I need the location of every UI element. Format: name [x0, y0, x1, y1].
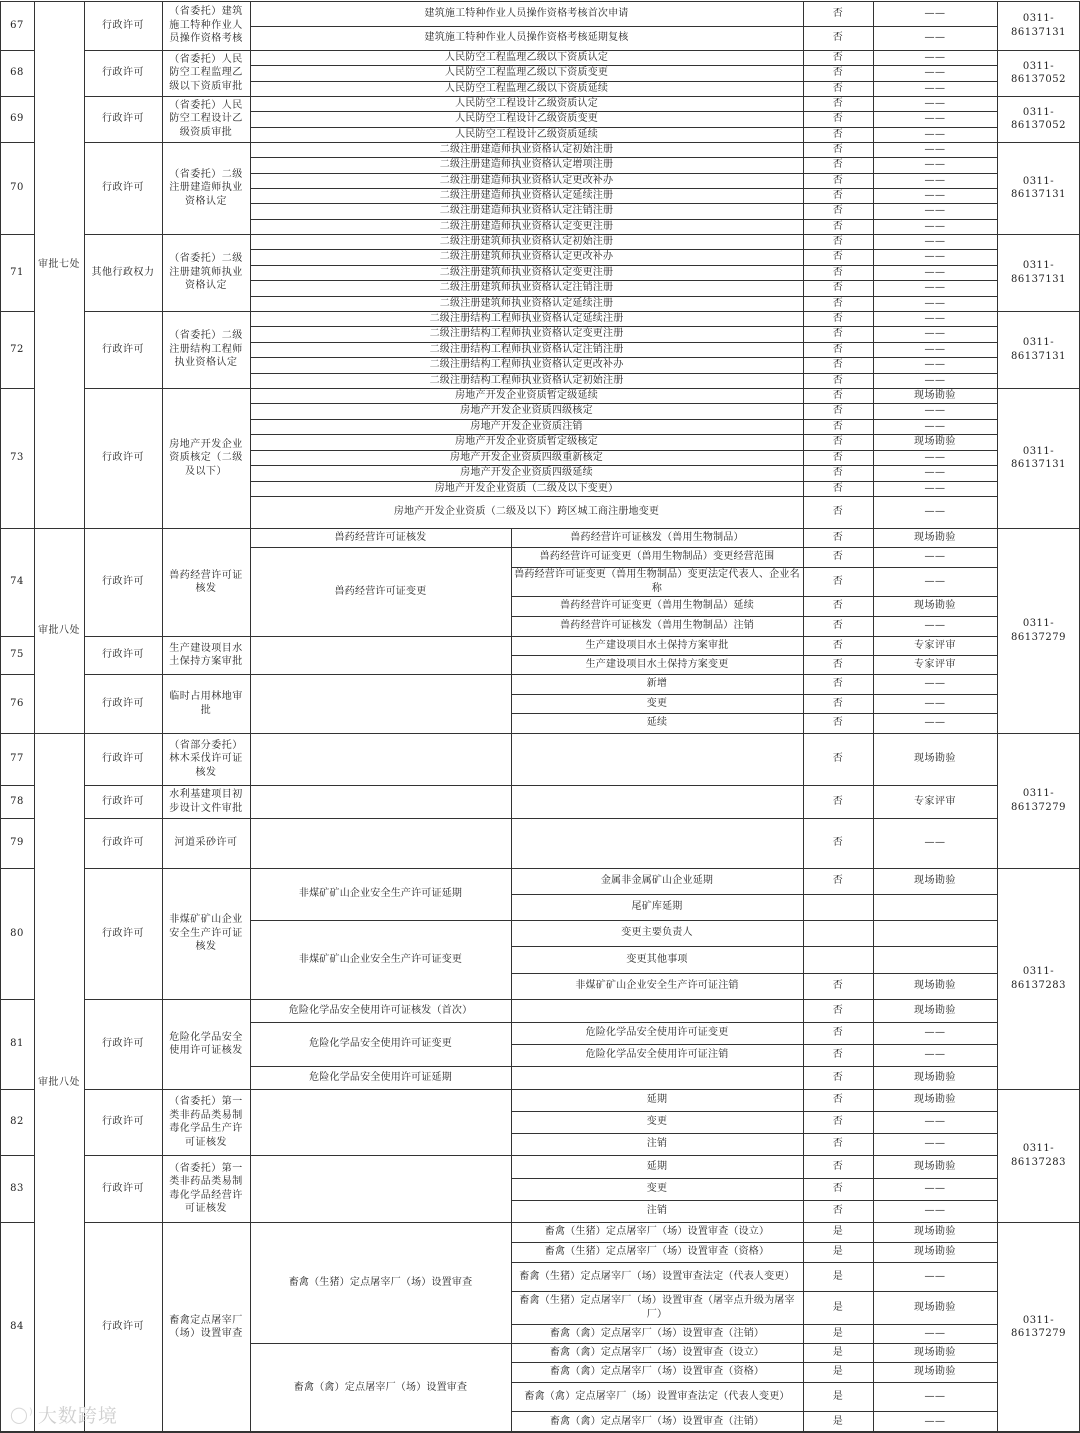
- sub-item: 房地产开发企业资质暂定级延续: [455, 389, 598, 401]
- online-flag: 否: [832, 420, 844, 432]
- item-type: 行政许可: [102, 1182, 144, 1194]
- sub-item-detail: 金属非金属矿山企业延期: [600, 875, 714, 887]
- online-flag: 否: [832, 32, 844, 44]
- remark-cell: 现场勘验: [914, 1346, 956, 1358]
- sub-item: 二级注册建造师执业资格认定延续注册: [439, 189, 614, 201]
- item-type: 行政许可: [102, 927, 144, 939]
- phone-cell: 0311-86137131: [1011, 13, 1066, 38]
- remark-cell: ——: [924, 451, 946, 463]
- item-type: 行政许可: [102, 67, 144, 79]
- sub-item-detail: 危险化学品安全使用许可证变更: [585, 1027, 729, 1039]
- item-name: （省委托）二级注册建造师执业资格认定: [169, 168, 243, 207]
- remark-cell: ——: [924, 620, 946, 632]
- sub-item-detail: 畜禽（禽）定点屠宰厂（场）设置审查（设立）: [549, 1346, 765, 1358]
- online-flag: 否: [832, 1116, 844, 1128]
- sub-item: 二级注册结构工程师执业资格认定变更注册: [429, 328, 624, 340]
- sub-item-detail: 兽药经营许可证核发（兽用生物制品）: [570, 531, 744, 543]
- dept-cell: 审批八处: [38, 624, 80, 636]
- sub-item: 非煤矿矿山企业安全生产许可证延期: [298, 888, 463, 900]
- online-flag: 否: [832, 531, 844, 543]
- remark-cell: 现场勘验: [914, 1071, 956, 1083]
- sub-item: 人民防空工程设计乙级资质认定: [455, 97, 598, 109]
- sub-item-detail: 兽药经营许可证核发（兽用生物制品）注销: [560, 620, 754, 632]
- sub-item-detail: 畜禽（禽）定点屠宰厂（场）设置审查法定（代表人变更）: [524, 1390, 790, 1402]
- sub-item-detail: 延期: [646, 1094, 668, 1106]
- sub-item: 二级注册建造师执业资格认定变更注册: [439, 220, 614, 232]
- online-flag: 否: [832, 753, 844, 765]
- remark-cell: ——: [924, 374, 946, 386]
- item-type: 其他行政权力: [91, 266, 155, 278]
- remark-cell: 现场勘验: [914, 1094, 956, 1106]
- item-number: 74: [10, 576, 24, 588]
- online-flag: 是: [832, 1327, 844, 1339]
- remark-cell: ——: [924, 97, 946, 109]
- online-flag: 否: [832, 282, 844, 294]
- item-number: 72: [10, 343, 24, 355]
- remark-cell: ——: [924, 420, 946, 432]
- remark-cell: ——: [924, 837, 946, 849]
- sub-item-detail: 兽药经营许可证变更（兽用生物制品）变更经营范围: [539, 551, 775, 563]
- online-flag: 否: [832, 1049, 844, 1061]
- sub-item-detail: 兽药经营许可证变更（兽用生物制品）延续: [560, 600, 754, 612]
- phone-cell: 0311-86137131: [1011, 337, 1066, 362]
- sub-item-detail: 注销: [646, 1205, 668, 1217]
- remark-cell: 现场勘验: [914, 389, 956, 401]
- sub-item: 畜禽（禽）定点屠宰厂（场）设置审查: [293, 1381, 468, 1393]
- sub-item: 房地产开发企业资质暂定级核定: [455, 436, 598, 448]
- dept-cell: 审批七处: [38, 258, 80, 270]
- remark-cell: ——: [924, 7, 946, 19]
- phone-cell: 0311-86137279: [1011, 1314, 1066, 1339]
- item-name: （省委托）二级注册建筑师执业资格认定: [169, 253, 243, 292]
- sub-item: 二级注册建筑师执业资格认定变更注册: [439, 266, 614, 278]
- sub-item: 二级注册建造师执业资格认定初始注册: [439, 143, 614, 155]
- item-number: 83: [10, 1182, 24, 1194]
- online-flag: 否: [832, 795, 844, 807]
- item-number: 79: [10, 837, 24, 849]
- item-name: （省委托）第一类非药品类易制毒化学品经营许可证核发: [169, 1162, 243, 1214]
- online-flag: 否: [832, 482, 844, 494]
- sub-item: 二级注册建造师执业资格认定增项注册: [439, 159, 614, 171]
- item-number: 70: [10, 182, 24, 194]
- sub-item-detail: 尾矿库延期: [631, 901, 683, 913]
- remark-cell: ——: [924, 1049, 946, 1061]
- online-flag: 否: [832, 51, 844, 63]
- item-type: 行政许可: [102, 837, 144, 849]
- sub-item: 危险化学品安全使用许可证变更: [309, 1038, 452, 1050]
- remark-cell: ——: [924, 343, 946, 355]
- online-flag: 否: [832, 159, 844, 171]
- online-flag: 否: [832, 266, 844, 278]
- sub-item-detail: 畜禽（禽）定点屠宰厂（场）设置审查（注销）: [549, 1415, 765, 1427]
- online-flag: 否: [832, 67, 844, 79]
- online-flag: 否: [832, 1094, 844, 1106]
- sub-item: 房地产开发企业资质（二级及以下）跨区城工商注册地变更: [393, 506, 660, 518]
- online-flag: 否: [832, 1183, 844, 1195]
- online-flag: 否: [832, 97, 844, 109]
- remark-cell: ——: [924, 312, 946, 324]
- phone-cell: 0311-86137131: [1011, 445, 1066, 470]
- remark-cell: ——: [924, 405, 946, 417]
- sub-item-detail: 生产建设项目水土保持方案审批: [585, 639, 729, 651]
- item-name: 非煤矿矿山企业安全生产许可证核发: [169, 914, 243, 953]
- phone-cell: 0311-86137052: [1011, 60, 1066, 85]
- item-number: 80: [10, 927, 24, 939]
- remark-cell: ——: [924, 482, 946, 494]
- chat-bubble-icon: ◯⁾: [10, 1405, 34, 1424]
- remark-cell: ——: [924, 1183, 946, 1195]
- online-flag: 是: [832, 1226, 844, 1238]
- item-type: 行政许可: [102, 576, 144, 588]
- remark-cell: ——: [924, 1205, 946, 1217]
- remark-cell: ——: [924, 1138, 946, 1150]
- phone-cell: 0311-86137283: [1011, 966, 1066, 991]
- online-flag: 否: [832, 1138, 844, 1150]
- phone-cell: 0311-86137283: [1011, 1143, 1066, 1168]
- sub-item: 房地产开发企业资质四级延续: [460, 467, 593, 479]
- online-flag: 否: [832, 1205, 844, 1217]
- item-name: （省部分委托）林木采伐许可证核发: [169, 739, 243, 778]
- sub-item: 人民防空工程监理乙级以下资质变更: [444, 67, 609, 79]
- sub-item: 危险化学品安全使用许可证延期: [309, 1071, 452, 1083]
- remark-cell: 现场勘验: [914, 531, 956, 543]
- item-number: 82: [10, 1116, 24, 1128]
- remark-cell: 现场勘验: [914, 436, 956, 448]
- sub-item: 二级注册建造师执业资格认定更改补办: [439, 174, 614, 186]
- online-flag: 否: [832, 697, 844, 709]
- online-flag: 是: [832, 1270, 844, 1282]
- item-name: （省委托）人民防空工程设计乙级资质审批: [169, 99, 243, 138]
- sub-item: 二级注册建筑师执业资格认定延续注册: [439, 297, 614, 309]
- online-flag: 否: [832, 128, 844, 140]
- sub-item: 人民防空工程设计乙级资质延续: [455, 128, 598, 140]
- remark-cell: ——: [924, 51, 946, 63]
- item-number: 73: [10, 452, 24, 464]
- online-flag: 否: [832, 1027, 844, 1039]
- online-flag: 否: [832, 575, 844, 587]
- sub-item: 建筑施工特种作业人员操作资格考核延期复核: [424, 32, 629, 44]
- online-flag: 否: [832, 297, 844, 309]
- item-type: 行政许可: [102, 113, 144, 125]
- online-flag: 否: [832, 113, 844, 125]
- item-name: （省委托）建筑施工特种作业人员操作资格考核: [169, 6, 243, 45]
- remark-cell: 现场勘验: [914, 753, 956, 765]
- online-flag: 否: [832, 658, 844, 670]
- online-flag: 否: [832, 374, 844, 386]
- online-flag: 否: [832, 389, 844, 401]
- item-name: 房地产开发企业资质核定（二级及以下）: [169, 438, 243, 477]
- sub-item: 危险化学品安全使用许可证核发（首次）: [288, 1004, 473, 1016]
- item-name: （省委托）二级注册结构工程师执业资格认定: [169, 330, 243, 369]
- remark-cell: ——: [924, 266, 946, 278]
- sub-item-detail: 畜禽（生猪）定点屠宰厂（场）设置审查（设立）: [544, 1226, 770, 1238]
- remark-cell: ——: [924, 575, 946, 587]
- sub-item: 房地产开发企业资质四级重新核定: [450, 451, 603, 463]
- online-flag: 是: [832, 1415, 844, 1427]
- online-flag: 否: [832, 980, 844, 992]
- item-name: 生产建设项目水土保持方案审批: [169, 642, 243, 667]
- remark-cell: ——: [924, 82, 946, 94]
- online-flag: 否: [832, 189, 844, 201]
- phone-cell: 0311-86137052: [1011, 106, 1066, 131]
- sub-item-detail: 畜禽（禽）定点屠宰厂（场）设置审查（注销）: [549, 1327, 765, 1339]
- remark-cell: 现场勘验: [914, 1366, 956, 1378]
- remark-cell: ——: [924, 1270, 946, 1282]
- remark-cell: 现场勘验: [914, 1301, 956, 1313]
- sub-item-detail: 变更主要负责人: [621, 927, 693, 939]
- sub-item-detail: 变更: [646, 697, 668, 709]
- item-type: 行政许可: [102, 649, 144, 661]
- item-type: 行政许可: [102, 795, 144, 807]
- item-number: 68: [10, 67, 24, 79]
- sub-item: 房地产开发企业资质注销: [470, 420, 583, 432]
- remark-cell: ——: [924, 1390, 946, 1402]
- item-number: 84: [10, 1321, 24, 1333]
- dept-cell: 审批八处: [38, 1076, 80, 1088]
- online-flag: 是: [832, 1301, 844, 1313]
- online-flag: 否: [832, 875, 844, 887]
- remark-cell: ——: [924, 697, 946, 709]
- online-flag: 否: [832, 467, 844, 479]
- sub-item-detail: 变更: [646, 1116, 668, 1128]
- remark-cell: ——: [924, 282, 946, 294]
- remark-cell: ——: [924, 159, 946, 171]
- item-number: 69: [10, 113, 24, 125]
- sub-item: 二级注册建造师执业资格认定注销注册: [439, 205, 614, 217]
- remark-cell: ——: [924, 467, 946, 479]
- sub-item: 二级注册结构工程师执业资格认定更改补办: [429, 359, 624, 371]
- sub-item-detail: 畜禽（禽）定点屠宰厂（场）设置审查（资格）: [549, 1366, 765, 1378]
- online-flag: 否: [832, 328, 844, 340]
- item-name: 兽药经营许可证核发: [169, 569, 243, 594]
- remark-cell: 现场勘验: [914, 1004, 956, 1016]
- remark-cell: ——: [924, 506, 946, 518]
- item-number: 67: [10, 19, 24, 31]
- remark-cell: ——: [924, 235, 946, 247]
- online-flag: 否: [832, 405, 844, 417]
- remark-cell: ——: [924, 113, 946, 125]
- remark-cell: ——: [924, 205, 946, 217]
- item-name: 临时占用林地审批: [169, 691, 243, 716]
- sub-item-detail: 变更: [646, 1183, 668, 1195]
- remark-cell: 现场勘验: [914, 1226, 956, 1238]
- item-name: 畜禽定点屠宰厂（场）设置审查: [169, 1314, 243, 1339]
- sub-item-detail: 生产建设项目水土保持方案变更: [585, 658, 729, 670]
- sub-item-detail: 非煤矿矿山企业安全生产许可证注销: [575, 980, 739, 992]
- sub-item: 兽药经营许可证变更: [334, 585, 427, 597]
- remark-cell: 现场勘验: [914, 600, 956, 612]
- remark-cell: ——: [924, 551, 946, 563]
- online-flag: 否: [832, 639, 844, 651]
- online-flag: 否: [832, 7, 844, 19]
- online-flag: 是: [832, 1246, 844, 1258]
- item-number: 77: [10, 753, 24, 765]
- online-flag: 否: [832, 1160, 844, 1172]
- item-number: 81: [10, 1038, 24, 1050]
- online-flag: 否: [832, 1004, 844, 1016]
- remark-cell: 现场勘验: [914, 980, 956, 992]
- online-flag: 否: [832, 359, 844, 371]
- online-flag: 否: [832, 235, 844, 247]
- item-number: 78: [10, 795, 24, 807]
- item-name: （省委托）人民防空工程监理乙级以下资质审批: [169, 53, 243, 92]
- sub-item-detail: 注销: [646, 1138, 668, 1150]
- sub-item-detail: 危险化学品安全使用许可证注销: [585, 1049, 729, 1061]
- remark-cell: ——: [924, 251, 946, 263]
- sub-item: 二级注册结构工程师执业资格认定延续注册: [429, 312, 624, 324]
- remark-cell: 专家评审: [914, 658, 956, 670]
- phone-cell: 0311-86137279: [1011, 788, 1066, 813]
- sub-item-detail: 兽药经营许可证变更（兽用生物制品）变更法定代表人、企业名称: [514, 569, 800, 594]
- item-type: 行政许可: [102, 1321, 144, 1333]
- online-flag: 是: [832, 1390, 844, 1402]
- remark-cell: ——: [924, 174, 946, 186]
- item-name: 水利基建项目初步设计文件审批: [169, 789, 243, 814]
- sub-item: 二级注册结构工程师执业资格认定初始注册: [429, 374, 624, 386]
- remark-cell: ——: [924, 128, 946, 140]
- remark-cell: ——: [924, 220, 946, 232]
- online-flag: 否: [832, 678, 844, 690]
- online-flag: 否: [832, 1071, 844, 1083]
- remark-cell: ——: [924, 1415, 946, 1427]
- sub-item: 畜禽（生猪）定点屠宰厂（场）设置审查: [288, 1276, 473, 1288]
- item-type: 行政许可: [102, 343, 144, 355]
- remark-cell: 现场勘验: [914, 875, 956, 887]
- online-flag: 否: [832, 600, 844, 612]
- remark-cell: 专家评审: [914, 795, 956, 807]
- phone-cell: 0311-86137131: [1011, 175, 1066, 200]
- sub-item: 二级注册建筑师执业资格认定更改补办: [439, 251, 614, 263]
- online-flag: 否: [832, 220, 844, 232]
- online-flag: 否: [832, 251, 844, 263]
- sub-item-detail: 延续: [646, 717, 668, 729]
- item-type: 行政许可: [102, 19, 144, 31]
- online-flag: 否: [832, 174, 844, 186]
- remark-cell: 现场勘验: [914, 1246, 956, 1258]
- remark-cell: ——: [924, 67, 946, 79]
- remark-cell: ——: [924, 1027, 946, 1039]
- item-name: 河道采砂许可: [174, 837, 238, 849]
- online-flag: 否: [832, 717, 844, 729]
- phone-cell: 0311-86137279: [1011, 618, 1066, 643]
- remark-cell: ——: [924, 717, 946, 729]
- sub-item-detail: 畜禽（生猪）定点屠宰厂（场）设置审查法定（代表人变更）: [519, 1270, 795, 1282]
- online-flag: 否: [832, 506, 844, 518]
- item-type: 行政许可: [102, 182, 144, 194]
- item-name: （省委托）第一类非药品类易制毒化学品生产许可证核发: [169, 1096, 243, 1148]
- online-flag: 是: [832, 1346, 844, 1358]
- sub-item: 房地产开发企业资质（二级及以下变更）: [434, 482, 619, 494]
- item-number: 76: [10, 697, 24, 709]
- sub-item: 人民防空工程监理乙级以下资质延续: [444, 82, 609, 94]
- sub-item: 兽药经营许可证核发: [334, 531, 427, 543]
- item-number: 75: [10, 649, 24, 661]
- remark-cell: ——: [924, 1327, 946, 1339]
- online-flag: 否: [832, 143, 844, 155]
- remark-cell: ——: [924, 297, 946, 309]
- remark-cell: ——: [924, 678, 946, 690]
- remark-cell: ——: [924, 1116, 946, 1128]
- remark-cell: ——: [924, 328, 946, 340]
- item-name: 危险化学品安全使用许可证核发: [169, 1031, 243, 1056]
- sub-item: 二级注册建筑师执业资格认定初始注册: [439, 235, 614, 247]
- online-flag: 否: [832, 82, 844, 94]
- sub-item-detail: 畜禽（生猪）定点屠宰厂（场）设置审查（资格）: [544, 1246, 770, 1258]
- sub-item-detail: 新增: [646, 678, 668, 690]
- online-flag: 否: [832, 837, 844, 849]
- item-number: 71: [10, 266, 24, 278]
- sub-item: 非煤矿矿山企业安全生产许可证变更: [298, 953, 463, 965]
- online-flag: 否: [832, 620, 844, 632]
- online-flag: 否: [832, 436, 844, 448]
- remark-cell: ——: [924, 359, 946, 371]
- item-type: 行政许可: [102, 753, 144, 765]
- item-type: 行政许可: [102, 452, 144, 464]
- sub-item: 二级注册建筑师执业资格认定注销注册: [439, 282, 614, 294]
- online-flag: 否: [832, 205, 844, 217]
- online-flag: 否: [832, 343, 844, 355]
- sub-item-detail: 变更其他事项: [626, 953, 688, 965]
- remark-cell: ——: [924, 189, 946, 201]
- item-type: 行政许可: [102, 1038, 144, 1050]
- online-flag: 是: [832, 1366, 844, 1378]
- sub-item-detail: 畜禽（生猪）定点屠宰厂（场）设置审查（屠宰点升级为屠宰厂）: [519, 1295, 795, 1320]
- remark-cell: ——: [924, 32, 946, 44]
- item-type: 行政许可: [102, 1116, 144, 1128]
- online-flag: 否: [832, 551, 844, 563]
- sub-item: 二级注册结构工程师执业资格认定注销注册: [429, 343, 624, 355]
- sub-item: 建筑施工特种作业人员操作资格考核首次申请: [424, 7, 629, 19]
- phone-cell: 0311-86137131: [1011, 260, 1066, 285]
- sub-item: 人民防空工程设计乙级资质变更: [455, 113, 598, 125]
- remark-cell: ——: [924, 143, 946, 155]
- item-type: 行政许可: [102, 697, 144, 709]
- watermark: [10, 1401, 118, 1428]
- sub-item: 人民防空工程监理乙级以下资质认定: [444, 51, 609, 63]
- sub-item-detail: 延期: [646, 1160, 668, 1172]
- online-flag: 否: [832, 451, 844, 463]
- watermark-text: 大数跨境: [37, 1405, 118, 1427]
- sub-item: 房地产开发企业资质四级核定: [460, 405, 593, 417]
- online-flag: 否: [832, 312, 844, 324]
- remark-cell: 专家评审: [914, 639, 956, 651]
- remark-cell: 现场勘验: [914, 1160, 956, 1172]
